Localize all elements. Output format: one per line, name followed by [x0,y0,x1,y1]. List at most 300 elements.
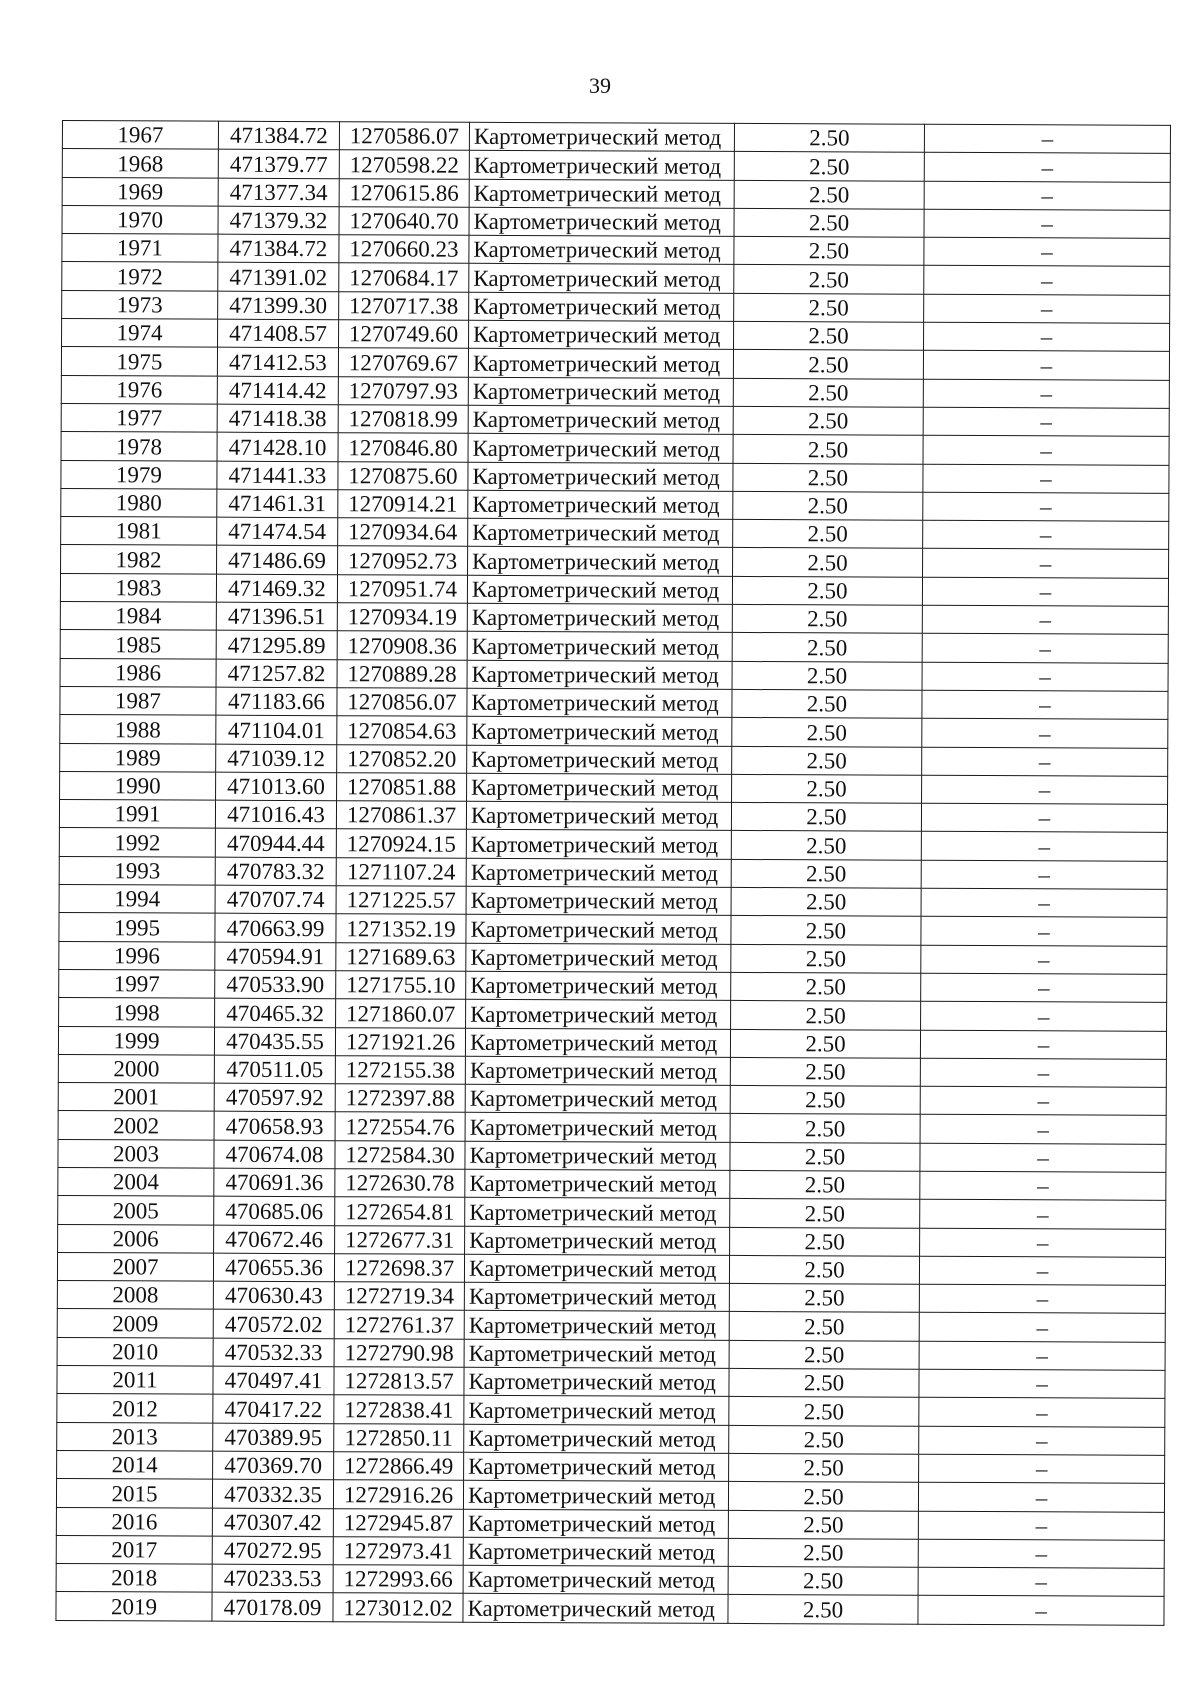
x-coordinate-cell: 470630.43 [213,1281,334,1310]
x-coordinate-cell: 470233.53 [212,1564,333,1593]
point-number-cell: 2018 [56,1564,212,1593]
method-cell: Картометрический метод [464,1254,729,1283]
description-cell: – [924,237,1170,266]
point-number-cell: 2017 [56,1535,212,1564]
x-coordinate-cell: 470783.32 [215,857,336,886]
point-number-cell: 1992 [59,828,215,857]
x-coordinate-cell: 470663.99 [215,913,336,942]
x-coordinate-cell: 471384.72 [218,121,339,150]
description-cell: – [923,492,1169,521]
coordinates-table [55,120,1171,1626]
description-cell: – [924,124,1170,153]
description-cell: – [922,718,1168,747]
point-number-cell: 1981 [61,517,217,546]
description-cell: – [923,351,1169,380]
description-cell: – [924,266,1170,295]
accuracy-cell: 2.50 [729,1368,919,1397]
description-cell: – [922,775,1168,804]
accuracy-cell: 2.50 [730,1199,920,1228]
description-cell: – [924,153,1170,182]
method-cell: Картометрический метод [465,1226,730,1255]
description-cell: – [919,1398,1165,1427]
y-coordinate-cell: 1271352.19 [336,914,466,943]
accuracy-cell: 2.50 [729,1425,919,1454]
y-coordinate-cell: 1270640.70 [339,207,469,236]
accuracy-cell: 2.50 [733,463,923,492]
y-coordinate-cell: 1270818.99 [338,405,468,434]
description-cell: – [922,577,1168,606]
y-coordinate-cell: 1270749.60 [339,320,469,349]
description-cell: – [919,1313,1165,1342]
accuracy-cell: 2.50 [730,1170,920,1199]
point-number-cell: 1971 [62,234,218,263]
y-coordinate-cell: 1270908.36 [337,631,467,660]
x-coordinate-cell: 471486.69 [217,546,338,575]
x-coordinate-cell: 470533.90 [215,970,336,999]
y-coordinate-cell: 1270914.21 [338,490,468,519]
point-number-cell: 1978 [61,432,217,461]
description-cell: – [922,690,1168,719]
x-coordinate-cell: 471469.32 [216,574,337,603]
description-cell: – [918,1596,1164,1625]
accuracy-cell: 2.50 [732,718,922,747]
method-cell: Картометрический метод [468,377,733,406]
y-coordinate-cell: 1270586.07 [339,122,469,151]
y-coordinate-cell: 1272584.30 [335,1140,465,1169]
x-coordinate-cell: 470332.35 [212,1479,333,1508]
accuracy-cell: 2.50 [729,1284,919,1313]
description-cell: – [921,860,1167,889]
description-cell: – [921,917,1167,946]
point-number-cell: 2007 [57,1252,213,1281]
x-coordinate-cell: 470497.41 [213,1366,334,1395]
x-coordinate-cell: 470597.92 [214,1083,335,1112]
y-coordinate-cell: 1270952.73 [338,546,468,575]
y-coordinate-cell: 1270660.23 [339,235,469,264]
point-number-cell: 2000 [58,1054,214,1083]
table-body [56,121,1171,1626]
accuracy-cell: 2.50 [734,265,924,294]
x-coordinate-cell: 470944.44 [215,829,336,858]
x-coordinate-cell: 470532.33 [213,1338,334,1367]
accuracy-cell: 2.50 [729,1255,919,1284]
accuracy-cell: 2.50 [734,293,924,322]
method-cell: Картометрический метод [465,1198,730,1227]
accuracy-cell: 2.50 [729,1340,919,1369]
method-cell: Картометрический метод [465,1084,730,1113]
description-cell: – [923,407,1169,436]
description-cell: – [922,634,1168,663]
accuracy-cell: 2.50 [730,1142,920,1171]
description-cell: – [921,945,1167,974]
point-number-cell: 1996 [59,941,215,970]
y-coordinate-cell: 1272654.81 [335,1197,465,1226]
x-coordinate-cell: 471379.32 [218,206,339,235]
point-number-cell: 1979 [61,460,217,489]
method-cell: Картометрический метод [468,349,733,378]
x-coordinate-cell: 470435.55 [214,1027,335,1056]
accuracy-cell: 2.50 [731,803,921,832]
method-cell: Картометрический метод [463,1537,728,1566]
point-number-cell: 1973 [62,290,218,319]
x-coordinate-cell: 470272.95 [212,1536,333,1565]
y-coordinate-cell: 1272866.49 [334,1452,464,1481]
description-cell: – [919,1426,1165,1455]
x-coordinate-cell: 470658.93 [214,1112,335,1141]
accuracy-cell: 2.50 [733,378,923,407]
accuracy-cell: 2.50 [731,1001,921,1030]
method-cell: Картометрический метод [466,830,731,859]
description-cell: – [922,662,1168,691]
description-cell: – [918,1567,1164,1596]
x-coordinate-cell: 471104.01 [216,715,337,744]
accuracy-cell: 2.50 [734,123,924,152]
method-cell: Картометрический метод [465,1056,730,1085]
x-coordinate-cell: 471399.30 [218,291,339,320]
x-coordinate-cell: 470307.42 [212,1508,333,1537]
y-coordinate-cell: 1272397.88 [335,1084,465,1113]
x-coordinate-cell: 471441.33 [217,461,338,490]
point-number-cell: 1977 [61,403,217,432]
x-coordinate-cell: 471474.54 [217,517,338,546]
method-cell: Картометрический метод [463,1594,728,1623]
accuracy-cell: 2.50 [729,1397,919,1426]
y-coordinate-cell: 1271755.10 [336,971,466,1000]
description-cell: – [924,181,1170,210]
method-cell: Картометрический метод [463,1565,728,1594]
point-number-cell: 1980 [61,488,217,517]
y-coordinate-cell: 1270846.80 [338,433,468,462]
accuracy-cell: 2.50 [733,406,923,435]
accuracy-cell: 2.50 [734,152,924,181]
accuracy-cell: 2.50 [732,689,922,718]
point-number-cell: 1986 [60,658,216,687]
point-number-cell: 2004 [58,1167,214,1196]
y-coordinate-cell: 1271107.24 [336,857,466,886]
y-coordinate-cell: 1272719.34 [334,1282,464,1311]
method-cell: Картометрический метод [465,1141,730,1170]
description-cell: – [919,1341,1165,1370]
accuracy-cell: 2.50 [729,1453,919,1482]
description-cell: – [918,1539,1164,1568]
point-number-cell: 2005 [58,1196,214,1225]
y-coordinate-cell: 1271921.26 [335,1027,465,1056]
accuracy-cell: 2.50 [732,633,922,662]
accuracy-cell: 2.50 [731,916,921,945]
point-number-cell: 1982 [61,545,217,574]
method-cell: Картометрический метод [468,434,733,463]
y-coordinate-cell: 1272761.37 [334,1310,464,1339]
method-cell: Картометрический метод [467,773,732,802]
description-cell: – [920,1030,1166,1059]
y-coordinate-cell: 1270934.64 [338,518,468,547]
point-number-cell: 1970 [62,205,218,234]
method-cell: Картометрический метод [464,1424,729,1453]
x-coordinate-cell: 470465.32 [215,998,336,1027]
accuracy-cell: 2.50 [731,944,921,973]
point-number-cell: 2001 [58,1083,214,1112]
x-coordinate-cell: 471013.60 [216,772,337,801]
y-coordinate-cell: 1272838.41 [334,1395,464,1424]
accuracy-cell: 2.50 [731,887,921,916]
y-coordinate-cell: 1270769.67 [338,348,468,377]
description-cell: – [920,1143,1166,1172]
point-number-cell: 2016 [56,1507,212,1536]
y-coordinate-cell: 1270934.19 [337,603,467,632]
accuracy-cell: 2.50 [728,1567,918,1596]
accuracy-cell: 2.50 [734,180,924,209]
method-cell: Картометрический метод [464,1367,729,1396]
method-cell: Картометрический метод [464,1311,729,1340]
x-coordinate-cell: 471384.72 [218,234,339,263]
y-coordinate-cell: 1270854.63 [337,716,467,745]
x-coordinate-cell: 471379.77 [218,149,339,178]
accuracy-cell: 2.50 [730,1114,920,1143]
method-cell: Картометрический метод [466,801,731,830]
x-coordinate-cell: 470389.95 [213,1423,334,1452]
method-cell: Картометрический метод [469,179,734,208]
description-cell: – [923,520,1169,549]
y-coordinate-cell: 1272916.26 [333,1480,463,1509]
description-cell: – [921,803,1167,832]
x-coordinate-cell: 471396.51 [216,602,337,631]
y-coordinate-cell: 1272790.98 [334,1338,464,1367]
description-cell: – [923,436,1169,465]
point-number-cell: 2010 [57,1337,213,1366]
point-number-cell: 1995 [59,913,215,942]
point-number-cell: 1968 [62,149,218,178]
table-row [56,1592,1164,1625]
x-coordinate-cell: 471428.10 [217,432,338,461]
accuracy-cell: 2.50 [731,831,921,860]
x-coordinate-cell: 471412.53 [217,348,338,377]
description-cell: – [919,1369,1165,1398]
y-coordinate-cell: 1271689.63 [336,942,466,971]
accuracy-cell: 2.50 [728,1482,918,1511]
method-cell: Картометрический метод [467,688,732,717]
accuracy-cell: 2.50 [730,1086,920,1115]
point-number-cell: 1998 [59,998,215,1027]
x-coordinate-cell: 471418.38 [217,404,338,433]
point-number-cell: 1993 [59,856,215,885]
x-coordinate-cell: 471257.82 [216,659,337,688]
y-coordinate-cell: 1270856.07 [337,688,467,717]
y-coordinate-cell: 1272630.78 [335,1169,465,1198]
method-cell: Картометрический метод [469,151,734,180]
point-number-cell: 2006 [58,1224,214,1253]
description-cell: – [920,1228,1166,1257]
method-cell: Картометрический метод [465,1028,730,1057]
y-coordinate-cell: 1270852.20 [337,744,467,773]
x-coordinate-cell: 470369.70 [213,1451,334,1480]
x-coordinate-cell: 471295.89 [216,631,337,660]
x-coordinate-cell: 471039.12 [216,744,337,773]
point-number-cell: 1987 [60,686,216,715]
method-cell: Картометрический метод [463,1481,728,1510]
description-cell: – [919,1454,1165,1483]
accuracy-cell: 2.50 [730,1029,920,1058]
description-cell: – [920,1058,1166,1087]
x-coordinate-cell: 471377.34 [218,178,339,207]
accuracy-cell: 2.50 [732,661,922,690]
point-number-cell: 1983 [60,573,216,602]
x-coordinate-cell: 471414.42 [217,376,338,405]
y-coordinate-cell: 1272945.87 [333,1508,463,1537]
method-cell: Картометрический метод [469,264,734,293]
y-coordinate-cell: 1270598.22 [339,150,469,179]
point-number-cell: 1988 [60,715,216,744]
accuracy-cell: 2.50 [731,972,921,1001]
method-cell: Картометрический метод [466,971,731,1000]
method-cell: Картометрический метод [467,745,732,774]
method-cell: Картометрический метод [464,1452,729,1481]
accuracy-cell: 2.50 [729,1312,919,1341]
y-coordinate-cell: 1270924.15 [336,829,466,858]
y-coordinate-cell: 1270889.28 [337,659,467,688]
description-cell: – [918,1483,1164,1512]
accuracy-cell: 2.50 [728,1538,918,1567]
method-cell: Картометрический метод [468,490,733,519]
method-cell: Картометрический метод [469,122,734,151]
x-coordinate-cell: 471408.57 [218,319,339,348]
accuracy-cell: 2.50 [733,350,923,379]
description-cell: – [921,832,1167,861]
y-coordinate-cell: 1270717.38 [339,291,469,320]
accuracy-cell: 2.50 [728,1510,918,1539]
point-number-cell: 2019 [56,1592,212,1621]
method-cell: Картометрический метод [468,518,733,547]
method-cell: Картометрический метод [463,1509,728,1538]
y-coordinate-cell: 1271225.57 [336,886,466,915]
accuracy-cell: 2.50 [733,548,923,577]
description-cell: – [923,379,1169,408]
description-cell: – [923,549,1169,578]
point-number-cell: 2015 [56,1479,212,1508]
accuracy-cell: 2.50 [732,746,922,775]
accuracy-cell: 2.50 [733,491,923,520]
method-cell: Картометрический метод [467,603,732,632]
accuracy-cell: 2.50 [734,237,924,266]
x-coordinate-cell: 470707.74 [215,885,336,914]
method-cell: Картометрический метод [467,717,732,746]
description-cell: – [924,294,1170,323]
x-coordinate-cell: 471461.31 [217,489,338,518]
accuracy-cell: 2.50 [733,435,923,464]
method-cell: Картометрический метод [469,235,734,264]
point-number-cell: 1972 [62,262,218,291]
point-number-cell: 2002 [58,1111,214,1140]
x-coordinate-cell: 470178.09 [212,1593,333,1622]
accuracy-cell: 2.50 [732,774,922,803]
point-number-cell: 2003 [58,1139,214,1168]
point-number-cell: 2011 [57,1366,213,1395]
point-number-cell: 1985 [60,630,216,659]
point-number-cell: 2009 [57,1309,213,1338]
description-cell: – [923,464,1169,493]
description-cell: – [920,1086,1166,1115]
y-coordinate-cell: 1272993.66 [333,1565,463,1594]
y-coordinate-cell: 1272698.37 [334,1254,464,1283]
description-cell: – [920,1200,1166,1229]
point-number-cell: 1984 [60,602,216,631]
point-number-cell: 1990 [60,771,216,800]
method-cell: Картометрический метод [465,1113,730,1142]
method-cell: Картометрический метод [468,547,733,576]
point-number-cell: 1989 [60,743,216,772]
method-cell: Картометрический метод [469,292,734,321]
point-number-cell: 2012 [57,1394,213,1423]
accuracy-cell: 2.50 [730,1227,920,1256]
description-cell: – [919,1256,1165,1285]
point-number-cell: 2008 [57,1281,213,1310]
method-cell: Картометрический метод [468,405,733,434]
description-cell: – [922,605,1168,634]
y-coordinate-cell: 1272813.57 [334,1367,464,1396]
method-cell: Картометрический метод [467,632,732,661]
accuracy-cell: 2.50 [731,859,921,888]
accuracy-cell: 2.50 [734,322,924,351]
x-coordinate-cell: 470672.46 [214,1225,335,1254]
y-coordinate-cell: 1272677.31 [335,1225,465,1254]
description-cell: – [920,1115,1166,1144]
point-number-cell: 1999 [58,1026,214,1055]
y-coordinate-cell: 1270684.17 [339,263,469,292]
point-number-cell: 1994 [59,885,215,914]
y-coordinate-cell: 1270797.93 [338,376,468,405]
point-number-cell: 1997 [59,969,215,998]
method-cell: Картометрический метод [468,462,733,491]
description-cell: – [922,747,1168,776]
description-cell: – [918,1511,1164,1540]
x-coordinate-cell: 470685.06 [214,1196,335,1225]
y-coordinate-cell: 1270951.74 [337,574,467,603]
method-cell: Картометрический метод [464,1339,729,1368]
x-coordinate-cell: 470691.36 [214,1168,335,1197]
accuracy-cell: 2.50 [734,208,924,237]
method-cell: Картометрический метод [464,1282,729,1311]
page-number: 39 [589,73,611,98]
point-number-cell: 1976 [61,375,217,404]
accuracy-cell: 2.50 [732,576,922,605]
y-coordinate-cell: 1270851.88 [337,773,467,802]
x-coordinate-cell: 470572.02 [213,1310,334,1339]
x-coordinate-cell: 471391.02 [218,263,339,292]
y-coordinate-cell: 1272850.11 [334,1423,464,1452]
description-cell: – [921,888,1167,917]
description-cell: – [921,973,1167,1002]
method-cell: Картометрический метод [465,1169,730,1198]
x-coordinate-cell: 470674.08 [214,1140,335,1169]
point-number-cell: 2014 [57,1450,213,1479]
description-cell: – [924,322,1170,351]
method-cell: Картометрический метод [466,915,731,944]
y-coordinate-cell: 1271860.07 [336,999,466,1028]
method-cell: Картометрический метод [466,999,731,1028]
description-cell: – [919,1284,1165,1313]
y-coordinate-cell: 1270875.60 [338,461,468,490]
method-cell: Картометрический метод [469,207,734,236]
description-cell: – [920,1171,1166,1200]
y-coordinate-cell: 1270861.37 [336,801,466,830]
point-number-cell: 1974 [62,319,218,348]
x-coordinate-cell: 470655.36 [213,1253,334,1282]
method-cell: Картометрический метод [466,858,731,887]
method-cell: Картометрический метод [466,886,731,915]
method-cell: Картометрический метод [467,575,732,604]
method-cell: Картометрический метод [466,943,731,972]
description-cell: – [921,1001,1167,1030]
point-number-cell: 1967 [62,121,218,150]
